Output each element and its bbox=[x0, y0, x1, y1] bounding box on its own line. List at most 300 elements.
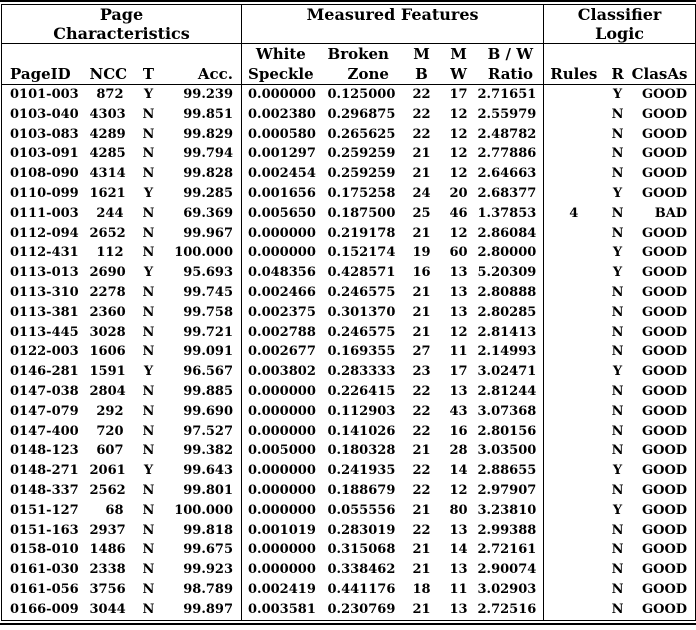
cell-page-id: 0113-381 bbox=[10, 304, 79, 320]
table-row bbox=[2, 263, 696, 283]
cell-acc: 99.851 bbox=[170, 105, 242, 125]
cell-t: N bbox=[142, 344, 155, 360]
cell-clasas: GOOD bbox=[642, 522, 688, 538]
cell-t: N bbox=[142, 502, 155, 518]
cell-broken-zone: 0.246575 bbox=[327, 324, 396, 340]
cell-bw-ratio: 2.88655 bbox=[478, 461, 544, 481]
cell-acc: 69.369 bbox=[170, 204, 242, 224]
cell-clasas: GOOD bbox=[642, 542, 688, 558]
cell-ncc: 1621 bbox=[89, 185, 126, 201]
cell-m-b: 22 bbox=[412, 482, 431, 498]
cell-ncc: 2278 bbox=[89, 284, 126, 300]
cell-broken-zone: 0.175258 bbox=[327, 185, 396, 201]
cell-acc: 97.527 bbox=[170, 422, 242, 442]
column-header-rules: Rules bbox=[544, 44, 604, 85]
cell-clasas: GOOD bbox=[642, 265, 688, 281]
cell-r: N bbox=[611, 106, 624, 122]
cell-acc: 99.643 bbox=[170, 461, 242, 481]
cell-broken-zone: 0.141026 bbox=[327, 423, 396, 439]
cell-t: N bbox=[142, 245, 155, 261]
cell-page-id: 0103-040 bbox=[10, 106, 79, 122]
group-label-line bbox=[242, 24, 543, 43]
column-header-white-speckle: White Speckle bbox=[242, 44, 328, 85]
cell-ncc: 2690 bbox=[89, 265, 126, 281]
column-header-clasas: ClasAs bbox=[632, 44, 696, 85]
table-row bbox=[2, 382, 696, 402]
cell-broken-zone: 0.152174 bbox=[327, 245, 396, 261]
cell-t: N bbox=[142, 423, 155, 439]
cell-clasas: GOOD bbox=[642, 245, 688, 261]
cell-t: N bbox=[142, 581, 155, 597]
cell-acc: 99.239 bbox=[170, 85, 242, 105]
cell-broken-zone: 0.226415 bbox=[327, 383, 396, 399]
cell-clasas: GOOD bbox=[642, 443, 688, 459]
cell-clasas: GOOD bbox=[642, 562, 688, 578]
column-header-bw-ratio: B / W Ratio bbox=[478, 44, 544, 85]
cell-bw-ratio: 1.37853 bbox=[478, 204, 544, 224]
cell-bw-ratio: 2.14993 bbox=[478, 342, 544, 362]
cell-white-speckle: 0.003802 bbox=[248, 364, 316, 380]
cell-t: N bbox=[142, 562, 155, 578]
cell-acc: 99.829 bbox=[170, 125, 242, 145]
cell-t: N bbox=[142, 403, 155, 419]
cell-ncc: 4285 bbox=[89, 146, 126, 162]
cell-acc: 99.897 bbox=[170, 600, 242, 620]
cell-white-speckle: 0.000000 bbox=[248, 463, 316, 479]
cell-m-b: 21 bbox=[412, 225, 431, 241]
cell-bw-ratio: 2.99388 bbox=[478, 521, 544, 541]
cell-r: Y bbox=[612, 502, 623, 518]
table-row bbox=[2, 303, 696, 323]
table-row bbox=[2, 441, 696, 461]
table-row bbox=[2, 283, 696, 303]
cell-rules bbox=[544, 560, 604, 580]
cell-r: Y bbox=[612, 463, 623, 479]
cell-page-id: 0166-009 bbox=[10, 601, 79, 617]
cell-m-b: 21 bbox=[412, 542, 431, 558]
cell-clasas: GOOD bbox=[642, 463, 688, 479]
cell-clasas: GOOD bbox=[642, 225, 688, 241]
cell-m-b: 16 bbox=[412, 265, 431, 281]
cell-page-id: 0122-003 bbox=[10, 344, 79, 360]
cell-broken-zone: 0.187500 bbox=[327, 205, 396, 221]
cell-t: N bbox=[142, 443, 155, 459]
cell-m-w: 13 bbox=[449, 562, 468, 578]
cell-rules bbox=[544, 362, 604, 382]
table-row bbox=[2, 422, 696, 442]
cell-m-b: 25 bbox=[412, 205, 431, 221]
cell-bw-ratio: 3.02903 bbox=[478, 580, 544, 600]
cell-acc: 99.675 bbox=[170, 540, 242, 560]
cell-acc: 99.818 bbox=[170, 521, 242, 541]
cell-white-speckle: 0.002375 bbox=[248, 304, 316, 320]
cell-bw-ratio: 3.02471 bbox=[478, 362, 544, 382]
cell-t: Y bbox=[143, 87, 154, 102]
cell-white-speckle: 0.001656 bbox=[248, 185, 316, 201]
cell-white-speckle: 0.003581 bbox=[248, 601, 316, 617]
cell-r: N bbox=[611, 324, 624, 340]
cell-r: N bbox=[611, 482, 624, 498]
cell-clasas: GOOD bbox=[642, 284, 688, 300]
cell-broken-zone: 0.259259 bbox=[327, 146, 396, 162]
cell-bw-ratio: 2.77886 bbox=[478, 144, 544, 164]
cell-ncc: 3044 bbox=[89, 601, 126, 617]
cell-ncc: 68 bbox=[105, 502, 124, 518]
cell-r: N bbox=[611, 562, 624, 578]
table-row bbox=[2, 600, 696, 620]
cell-m-b: 21 bbox=[412, 166, 431, 182]
cell-m-w: 12 bbox=[449, 482, 468, 498]
cell-page-id: 0112-431 bbox=[10, 245, 79, 261]
cell-rules bbox=[544, 323, 604, 343]
cell-ncc: 4289 bbox=[89, 126, 126, 142]
cell-rules bbox=[544, 184, 604, 204]
cell-m-w: 13 bbox=[449, 601, 468, 617]
cell-rules bbox=[544, 481, 604, 501]
cell-m-b: 22 bbox=[412, 383, 431, 399]
cell-r: N bbox=[611, 443, 624, 459]
cell-acc: 99.758 bbox=[170, 303, 242, 323]
cell-r: N bbox=[611, 205, 624, 221]
table-row bbox=[2, 85, 696, 105]
cell-rules bbox=[544, 441, 604, 461]
cell-r: N bbox=[611, 344, 624, 360]
cell-acc: 99.690 bbox=[170, 402, 242, 422]
cell-page-id: 0111-003 bbox=[10, 205, 79, 221]
cell-white-speckle: 0.002788 bbox=[248, 324, 316, 340]
cell-m-w: 11 bbox=[449, 344, 468, 360]
table-row bbox=[2, 501, 696, 521]
group-header-row bbox=[2, 5, 696, 44]
cell-broken-zone: 0.296875 bbox=[327, 106, 396, 122]
group-header-measured-features bbox=[242, 5, 544, 44]
cell-broken-zone: 0.112903 bbox=[327, 403, 396, 419]
cell-page-id: 0161-056 bbox=[10, 581, 79, 597]
table-row bbox=[2, 342, 696, 362]
cell-ncc: 2804 bbox=[89, 383, 126, 399]
cell-m-w: 12 bbox=[449, 106, 468, 122]
cell-bw-ratio: 2.72516 bbox=[478, 600, 544, 620]
cell-clasas: GOOD bbox=[642, 601, 688, 617]
table-row bbox=[2, 323, 696, 343]
cell-bw-ratio: 5.20309 bbox=[478, 263, 544, 283]
cell-m-w: 12 bbox=[449, 146, 468, 162]
cell-rules bbox=[544, 382, 604, 402]
cell-white-speckle: 0.000580 bbox=[248, 126, 316, 142]
cell-r: N bbox=[611, 225, 624, 241]
table-row bbox=[2, 540, 696, 560]
cell-white-speckle: 0.001297 bbox=[248, 146, 316, 162]
cell-m-b: 21 bbox=[412, 601, 431, 617]
cell-m-b: 22 bbox=[412, 423, 431, 439]
cell-m-b: 21 bbox=[412, 146, 431, 162]
cell-broken-zone: 0.219178 bbox=[327, 225, 396, 241]
table-row bbox=[2, 461, 696, 481]
cell-m-w: 13 bbox=[449, 522, 468, 538]
cell-broken-zone: 0.180328 bbox=[327, 443, 396, 459]
cell-m-b: 21 bbox=[412, 562, 431, 578]
cell-rules bbox=[544, 461, 604, 481]
cell-t: N bbox=[142, 205, 155, 221]
cell-m-w: 17 bbox=[449, 364, 468, 380]
cell-t: Y bbox=[143, 265, 154, 281]
cell-white-speckle: 0.002454 bbox=[248, 166, 316, 182]
cell-ncc: 1486 bbox=[89, 542, 126, 558]
cell-m-w: 13 bbox=[449, 383, 468, 399]
group-header-classifier-logic bbox=[544, 5, 696, 44]
cell-white-speckle: 0.000000 bbox=[248, 403, 316, 419]
cell-white-speckle: 0.000000 bbox=[248, 87, 316, 102]
table-row bbox=[2, 481, 696, 501]
cell-acc: 99.828 bbox=[170, 164, 242, 184]
cell-rules bbox=[544, 580, 604, 600]
cell-clasas: GOOD bbox=[642, 502, 688, 518]
cell-m-b: 22 bbox=[412, 87, 431, 102]
column-header-page-id: PageID bbox=[2, 44, 90, 85]
cell-acc: 99.745 bbox=[170, 283, 242, 303]
cell-bw-ratio: 2.97907 bbox=[478, 481, 544, 501]
cell-m-w: 13 bbox=[449, 284, 468, 300]
table-row bbox=[2, 580, 696, 600]
cell-broken-zone: 0.283333 bbox=[327, 364, 396, 380]
column-header-ncc: NCC bbox=[90, 44, 128, 85]
cell-ncc: 4314 bbox=[89, 166, 126, 182]
cell-page-id: 0147-400 bbox=[10, 423, 79, 439]
cell-page-id: 0112-094 bbox=[10, 225, 79, 241]
cell-acc: 99.885 bbox=[170, 382, 242, 402]
cell-t: N bbox=[142, 482, 155, 498]
cell-ncc: 2652 bbox=[89, 225, 126, 241]
cell-page-id: 0103-091 bbox=[10, 146, 79, 162]
column-header-acc: Acc. bbox=[170, 44, 242, 85]
cell-white-speckle: 0.000000 bbox=[248, 482, 316, 498]
cell-t: N bbox=[142, 304, 155, 320]
cell-m-b: 24 bbox=[412, 185, 431, 201]
cell-clasas: GOOD bbox=[642, 106, 688, 122]
cell-broken-zone: 0.246575 bbox=[327, 284, 396, 300]
cell-white-speckle: 0.000000 bbox=[248, 542, 316, 558]
cell-m-w: 20 bbox=[449, 185, 468, 201]
cell-white-speckle: 0.005650 bbox=[248, 205, 316, 221]
cell-m-b: 22 bbox=[412, 522, 431, 538]
cell-m-w: 80 bbox=[449, 502, 468, 518]
cell-t: N bbox=[142, 601, 155, 617]
cell-t: N bbox=[142, 225, 155, 241]
cell-bw-ratio: 3.23810 bbox=[478, 501, 544, 521]
cell-white-speckle: 0.000000 bbox=[248, 423, 316, 439]
table-row bbox=[2, 243, 696, 263]
cell-rules bbox=[544, 342, 604, 362]
cell-bw-ratio: 2.90074 bbox=[478, 560, 544, 580]
cell-acc: 99.285 bbox=[170, 184, 242, 204]
cell-ncc: 3756 bbox=[89, 581, 126, 597]
table-row bbox=[2, 144, 696, 164]
cell-m-b: 22 bbox=[412, 126, 431, 142]
cell-ncc: 292 bbox=[96, 403, 124, 419]
cell-acc: 98.789 bbox=[170, 580, 242, 600]
cell-page-id: 0148-123 bbox=[10, 443, 79, 459]
cell-clasas: GOOD bbox=[642, 324, 688, 340]
column-header-m-b: M B bbox=[404, 44, 440, 85]
cell-broken-zone: 0.338462 bbox=[327, 562, 396, 578]
cell-clasas: GOOD bbox=[642, 126, 688, 142]
cell-m-b: 18 bbox=[412, 581, 431, 597]
cell-m-w: 14 bbox=[449, 463, 468, 479]
cell-ncc: 1606 bbox=[89, 344, 126, 360]
cell-ncc: 2562 bbox=[89, 482, 126, 498]
group-label-line: Classifier bbox=[577, 5, 662, 24]
cell-r: Y bbox=[612, 265, 623, 281]
cell-broken-zone: 0.230769 bbox=[327, 601, 396, 617]
cell-clasas: GOOD bbox=[642, 166, 688, 182]
cell-t: N bbox=[142, 146, 155, 162]
cell-t: N bbox=[142, 166, 155, 182]
column-header-r: R bbox=[604, 44, 632, 85]
cell-page-id: 0148-271 bbox=[10, 463, 79, 479]
cell-page-id: 0161-030 bbox=[10, 562, 79, 578]
cell-t: Y bbox=[143, 185, 154, 201]
cell-m-b: 27 bbox=[412, 344, 431, 360]
table-row bbox=[2, 362, 696, 382]
cell-r: N bbox=[611, 383, 624, 399]
cell-m-b: 21 bbox=[412, 443, 431, 459]
cell-acc: 99.091 bbox=[170, 342, 242, 362]
cell-white-speckle: 0.000000 bbox=[248, 562, 316, 578]
cell-rules bbox=[544, 263, 604, 283]
cell-r: N bbox=[611, 522, 624, 538]
cell-clasas: GOOD bbox=[642, 482, 688, 498]
cell-page-id: 0146-281 bbox=[10, 364, 79, 380]
cell-ncc: 872 bbox=[96, 87, 124, 102]
cell-t: N bbox=[142, 383, 155, 399]
table-row bbox=[2, 204, 696, 224]
cell-page-id: 0108-090 bbox=[10, 166, 79, 182]
cell-acc: 100.000 bbox=[170, 243, 242, 263]
table-row bbox=[2, 521, 696, 541]
cell-ncc: 607 bbox=[96, 443, 124, 459]
table-row bbox=[2, 125, 696, 145]
cell-t: N bbox=[142, 284, 155, 300]
cell-page-id: 0113-013 bbox=[10, 265, 79, 281]
cell-ncc: 720 bbox=[96, 423, 124, 439]
cell-white-speckle: 0.005000 bbox=[248, 443, 316, 459]
cell-clasas: GOOD bbox=[642, 344, 688, 360]
cell-clasas: GOOD bbox=[642, 383, 688, 399]
cell-r: N bbox=[611, 166, 624, 182]
table-row bbox=[2, 560, 696, 580]
cell-bw-ratio: 3.03500 bbox=[478, 441, 544, 461]
cell-r: Y bbox=[612, 364, 623, 380]
cell-white-speckle: 0.002677 bbox=[248, 344, 316, 360]
cell-rules bbox=[544, 125, 604, 145]
cell-broken-zone: 0.283019 bbox=[327, 522, 396, 538]
cell-m-b: 21 bbox=[412, 324, 431, 340]
cell-m-w: 46 bbox=[449, 205, 468, 221]
cell-m-w: 13 bbox=[449, 304, 468, 320]
cell-rules bbox=[544, 243, 604, 263]
cell-broken-zone: 0.125000 bbox=[327, 87, 396, 102]
table-row bbox=[2, 224, 696, 244]
cell-ncc: 244 bbox=[96, 205, 124, 221]
cell-page-id: 0148-337 bbox=[10, 482, 79, 498]
cell-m-b: 21 bbox=[412, 502, 431, 518]
cell-page-id: 0158-010 bbox=[10, 542, 79, 558]
cell-ncc: 2338 bbox=[89, 562, 126, 578]
cell-clasas: GOOD bbox=[642, 423, 688, 439]
cell-m-w: 43 bbox=[449, 403, 468, 419]
cell-rules bbox=[544, 224, 604, 244]
cell-broken-zone: 0.241935 bbox=[327, 463, 396, 479]
cell-white-speckle: 0.001019 bbox=[248, 522, 316, 538]
cell-ncc: 1591 bbox=[89, 364, 126, 380]
cell-bw-ratio: 2.80285 bbox=[478, 303, 544, 323]
cell-m-w: 17 bbox=[449, 87, 468, 102]
cell-ncc: 4303 bbox=[89, 106, 126, 122]
cell-broken-zone: 0.055556 bbox=[327, 502, 396, 518]
cell-ncc: 112 bbox=[96, 245, 124, 261]
cell-r: Y bbox=[612, 245, 623, 261]
cell-bw-ratio: 2.80156 bbox=[478, 422, 544, 442]
cell-broken-zone: 0.265625 bbox=[327, 126, 396, 142]
cell-m-b: 21 bbox=[412, 284, 431, 300]
cell-rules bbox=[544, 540, 604, 560]
cell-r: N bbox=[611, 126, 624, 142]
cell-t: Y bbox=[143, 463, 154, 479]
group-header-page-characteristics bbox=[2, 5, 242, 44]
cell-broken-zone: 0.188679 bbox=[327, 482, 396, 498]
group-label-line: Characteristics bbox=[53, 24, 190, 43]
cell-acc: 99.794 bbox=[170, 144, 242, 164]
cell-t: N bbox=[142, 324, 155, 340]
cell-r: N bbox=[611, 423, 624, 439]
cell-m-b: 19 bbox=[412, 245, 431, 261]
cell-white-speckle: 0.002380 bbox=[248, 106, 316, 122]
cell-r: N bbox=[611, 304, 624, 320]
cell-acc: 99.721 bbox=[170, 323, 242, 343]
cell-page-id: 0101-003 bbox=[10, 87, 79, 102]
cell-white-speckle: 0.048356 bbox=[248, 265, 316, 281]
cell-rules bbox=[544, 144, 604, 164]
table-row bbox=[2, 184, 696, 204]
cell-rules: 4 bbox=[569, 205, 579, 221]
cell-white-speckle: 0.000000 bbox=[248, 502, 316, 518]
cell-m-w: 12 bbox=[449, 324, 468, 340]
group-label-line: Measured Features bbox=[306, 5, 479, 24]
cell-r: N bbox=[611, 601, 624, 617]
cell-m-w: 12 bbox=[449, 166, 468, 182]
cell-rules bbox=[544, 600, 604, 620]
cell-page-id: 0147-038 bbox=[10, 383, 79, 399]
cell-bw-ratio: 2.55979 bbox=[478, 105, 544, 125]
cell-m-b: 21 bbox=[412, 304, 431, 320]
cell-m-w: 12 bbox=[449, 225, 468, 241]
cell-white-speckle: 0.000000 bbox=[248, 225, 316, 241]
cell-acc: 100.000 bbox=[170, 501, 242, 521]
cell-bw-ratio: 2.80000 bbox=[478, 243, 544, 263]
cell-page-id: 0103-083 bbox=[10, 126, 79, 142]
cell-rules bbox=[544, 283, 604, 303]
cell-acc: 95.693 bbox=[170, 263, 242, 283]
cell-r: Y bbox=[612, 185, 623, 201]
group-label-line: Logic bbox=[595, 24, 645, 43]
table-header bbox=[2, 5, 696, 85]
cell-broken-zone: 0.441176 bbox=[327, 581, 396, 597]
cell-rules bbox=[544, 422, 604, 442]
cell-clasas: GOOD bbox=[642, 146, 688, 162]
column-header-broken-zone: Broken Zone bbox=[328, 44, 404, 85]
cell-rules bbox=[544, 402, 604, 422]
cell-white-speckle: 0.002419 bbox=[248, 581, 316, 597]
